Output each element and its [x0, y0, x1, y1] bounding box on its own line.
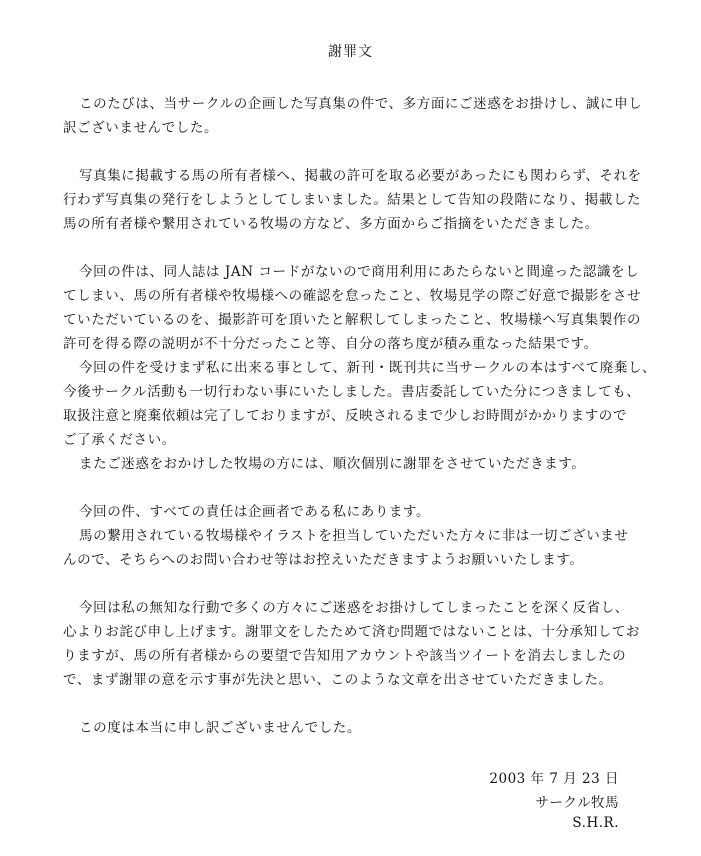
paragraph-3-line-1: 今回の件は、同人誌は JAN コードがないので商用利用にあたらないと間違った認識をし — [79, 264, 640, 280]
paragraph-3-line-3: ていただいているのを、撮影許可を頂いたと解釈してしまったこと、牧場様へ写真集製作の — [63, 312, 642, 328]
paragraph-4-line-2: 今後サークル活動も一切行わない事にいたしました。書店委託していた分につきましても、 — [63, 384, 641, 400]
paragraph-2-line-2: 行わず写真集の発行をしようとしてしまいました。結果として告知の段階になり、掲載した — [63, 192, 642, 208]
paragraph-2-line-1: 写真集に掲載する馬の所有者様へ、掲載の許可を取る必要があったにも関わらず、それを — [79, 168, 642, 184]
signature-date: 2003 年 7 月 23 日 — [489, 771, 619, 787]
paragraph-2-line-3: 馬の所有者様や繋用されている牧場の方など、多方面からご指摘をいただきました。 — [63, 216, 599, 232]
paragraph-9-line-1: この度は本当に申し訳ございませんでした。 — [79, 720, 361, 736]
paragraph-8-line-3: りますが、馬の所有者様からの要望で告知用アカウントや該当ツイートを消去しましたの — [63, 648, 627, 664]
signature-author: S.H.R. — [572, 815, 619, 831]
paragraph-8-line-2: 心よりお詫び申し上げます。謝罪文をしたためて済む問題ではないことは、十分承知してお — [63, 624, 641, 640]
document-title: 謝罪文 — [328, 44, 373, 60]
paragraph-7-line-1: 馬の繋用されている牧場様やイラストを担当していただいた方々に非は一切ございませ — [79, 528, 629, 544]
paragraph-1-line-2: 訳ございませんでした。 — [63, 120, 219, 136]
signature-circle: サークル牧馬 — [535, 795, 619, 811]
paragraph-8-line-1: 今回は私の無知な行動で多くの方々にご迷惑をお掛けしてしまったことを深く反省し、 — [79, 600, 629, 616]
paragraph-5-line-1: またご迷惑をおかけした牧場の方には、順次個別に謝罪をさせていただきます。 — [79, 456, 586, 472]
paragraph-4-line-3: 取扱注意と廃棄依頼は完了しておりますが、反映されるまで少しお時間がかかりますので — [63, 408, 627, 424]
paragraph-1-line-1: このたびは、当サークルの企画した写真集の件で、多方面にご迷惑をお掛けし、誠に申し — [79, 96, 643, 112]
paragraph-4-line-1: 今回の件を受けまず私に出来る事として、新刊・既刊共に当サークルの本はすべて廃棄し、 — [79, 360, 657, 376]
paragraph-4-line-4: ご了承ください。 — [63, 432, 176, 448]
paragraph-7-line-2: んので、そちらへのお問い合わせ等はお控えいただきますようお願いいたします。 — [63, 552, 584, 568]
paragraph-3-line-4: 許可を得る際の説明が不十分だったこと等、自分の落ち度が積み重なった結果です。 — [63, 336, 598, 352]
paragraph-3-line-2: てしまい、馬の所有者様や牧場様への確認を怠ったこと、牧場見学の際ご好意で撮影をさせ — [63, 288, 642, 304]
paragraph-6-line-1: 今回の件、すべての責任は企画者である私にあります。 — [79, 504, 431, 520]
paragraph-8-line-4: で、まず謝罪の意を示す事が先決と思い、このような文章を出させていただきました。 — [63, 672, 613, 688]
